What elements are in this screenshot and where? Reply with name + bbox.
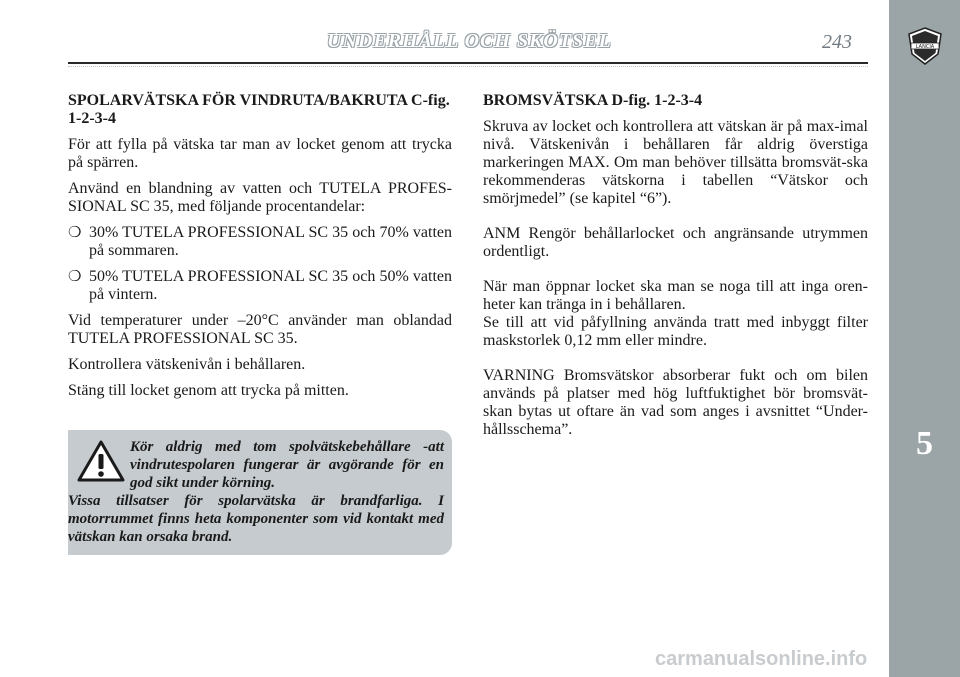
paragraph: Använd en blandning av vatten och TUTELA PROFES-SIONAL SC 35, med följande procentandelar: (68, 180, 452, 215)
warning-text: Kör aldrig med tom spolvätskebehållare -att vindrutespolaren fungerar är avgörande för en god sikt under körning. (130, 439, 444, 491)
page-title: UNDERHÅLL OCH SKÖTSEL (327, 30, 612, 52)
washer-fluid-heading: SPOLARVÄTSKA FÖR VINDRUTA/BAKRUTA C-fig. 1-2-3-4 (68, 92, 450, 127)
list-item-text: 30% TUTELA PROFESSIONAL SC 35 och 70% vatten på sommaren. (89, 224, 452, 259)
warning-text: Vissa tillsatser för spolarvätska är brandfarliga. I motorrummet finns heta komponenter som vid kontakt med vätskan kan orsaka brand. (68, 493, 444, 545)
chapter-side-tab (889, 0, 960, 677)
warning-box (68, 430, 452, 555)
logo-text: LANCIA (915, 44, 935, 50)
lancia-logo-icon (905, 26, 945, 66)
list-item (68, 268, 452, 304)
paragraph: Kontrollera vätskenivån i behållaren. (68, 356, 306, 373)
paragraph: Se till att vid påfyllning använda tratt med inbyggt filter maskstorlek 0,12 mm eller mindre. (483, 314, 868, 349)
paragraph: Vid temperaturer under –20°C använder man oblandad TUTELA PROFESSIONAL SC 35. (68, 312, 452, 347)
paragraph: VARNING Bromsvätskor absorberar fukt och om bilen används på platser med hög luftfuktighet bör bromsvät-skan bytas ut oftare än vad som anges i avsnittet “Under-hållsschema”. (483, 367, 868, 438)
header-rule-dots (68, 66, 868, 67)
bullet-circle-icon: ❍ (68, 269, 82, 285)
brake-fluid-heading: BROMSVÄTSKA D-fig. 1-2-3-4 (483, 92, 703, 109)
paragraph: ANM Rengör behållarlocket och angränsande utrymmen ordentligt. (483, 225, 868, 260)
paragraph: För att fylla på vätska tar man av locket genom att trycka på spärren. (68, 136, 452, 171)
paragraph: Stäng till locket genom att trycka på mitten. (68, 382, 349, 399)
page-number: 243 (822, 31, 852, 53)
bullet-circle-icon: ❍ (68, 225, 82, 241)
left-column (68, 92, 452, 408)
right-column (483, 92, 868, 456)
list-item (68, 224, 452, 260)
watermark: carmanualsonline.info (655, 648, 868, 670)
chapter-number: 5 (916, 425, 933, 462)
warning-triangle-icon (76, 439, 126, 483)
header-rule (68, 62, 868, 64)
paragraph: När man öppnar locket ska man se noga till att inga oren-heter kan tränga in i behållaren. (483, 278, 868, 313)
paragraph: Skruva av locket och kontrollera att vätskan är på max-imal nivå. Vätskenivån i behållaren får aldrig överstiga markeringen MAX. Om man behöver tillsätta bromsvät-ska rekommenderas vätskorna i tabellen “Vätskor och smörjmedel” (se kapitel “6”). (483, 118, 868, 207)
list-item-text: 50% TUTELA PROFESSIONAL SC 35 och 50% vatten på vintern. (89, 268, 452, 303)
